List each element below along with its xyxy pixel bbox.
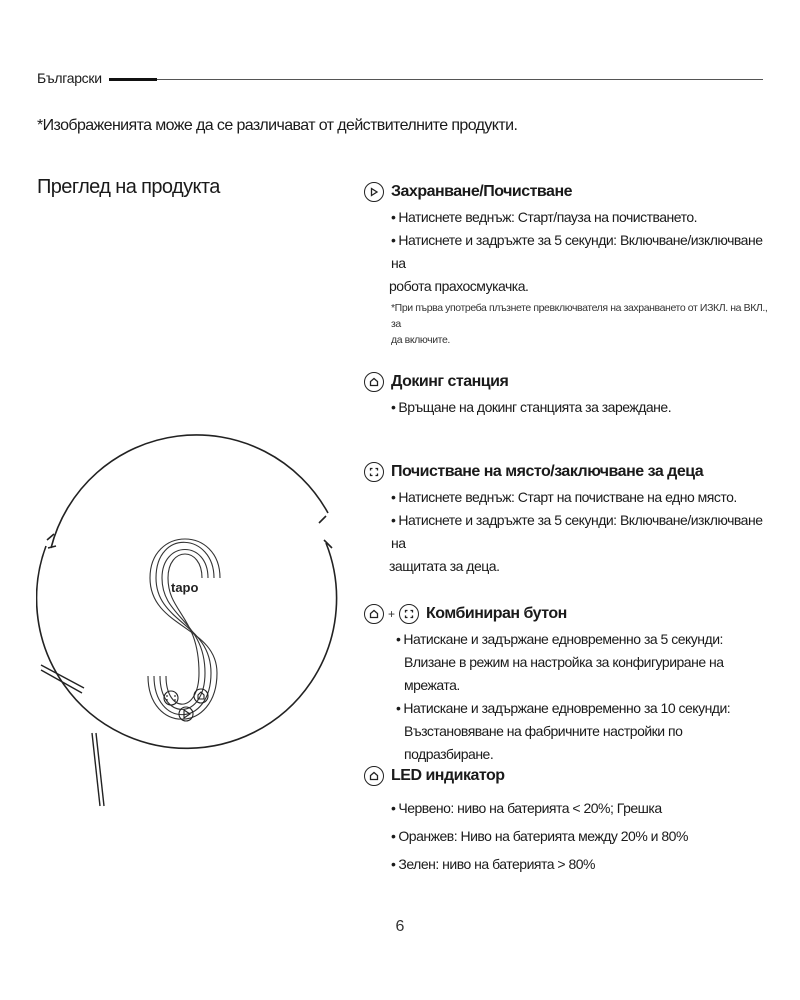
- s-light-ring: [148, 539, 220, 719]
- header-rule-accent: [109, 78, 157, 81]
- feature-docking: [364, 368, 774, 458]
- robot-top-outline: [51, 435, 328, 548]
- dock-button: [194, 689, 208, 703]
- bullet-item: • Натиснете и задръжте за 5 секунди: Включване/изключване на: [391, 232, 763, 271]
- home-icon: [364, 604, 384, 624]
- plus-sign: +: [388, 607, 396, 621]
- feature-title: Захранване/Почистване: [391, 183, 573, 200]
- spot-clean-icon: [399, 604, 419, 624]
- bullet-item: • Оранжев: Ниво на батерията между 20% и 80%: [391, 828, 688, 844]
- side-brush: [41, 665, 104, 806]
- robot-bottom-outline: [37, 543, 337, 748]
- feature-bullets: [391, 206, 774, 298]
- feature-led-indicator: [364, 762, 774, 878]
- bullet-item: • Зелен: ниво на батерията > 80%: [391, 856, 595, 872]
- feature-combo-button: [364, 600, 774, 760]
- features-list: [364, 178, 774, 878]
- bullet-continuation: защитата за деца.: [389, 558, 500, 574]
- home-icon: [364, 372, 384, 392]
- section-title: Преглед на продукта: [37, 176, 220, 198]
- feature-title: LED индикатор: [391, 767, 505, 784]
- language-label: Български: [37, 70, 102, 86]
- spot-clean-icon: [364, 462, 384, 482]
- bullet-item: • Натиснете веднъж: Старт/пауза на почистването.: [391, 209, 698, 225]
- feature-title: Комбиниран бутон: [426, 605, 567, 622]
- header-rule: [157, 79, 763, 80]
- bullet-continuation: Възстановяване на фабричните настройки по подразбиране.: [404, 723, 683, 762]
- bullet-item: • Натиснете и задръжте за 5 секунди: Включване/изключване на: [391, 512, 763, 551]
- page-number: 6: [395, 918, 405, 935]
- bullet-continuation: Влизане в режим на настройка за конфигуриране на мрежата.: [404, 654, 724, 693]
- image-disclaimer: *Изображенията може да се различават от действителните продукти.: [37, 117, 518, 134]
- play-icon: [364, 182, 384, 202]
- feature-title: Почистване на място/заключване за деца: [391, 463, 704, 480]
- bullet-item: • Връщане на докинг станцията за зареждане.: [391, 399, 672, 415]
- tapo-logo: tapo: [171, 580, 199, 595]
- home-icon: [364, 766, 384, 786]
- bullet-item: • Натискане и задържане едновременно за 5 секунди:: [396, 631, 723, 647]
- feature-bullets: [391, 396, 774, 419]
- feature-bullets: [396, 628, 774, 766]
- feature-power-clean: [364, 178, 774, 348]
- page-header: [37, 69, 763, 89]
- feature-bullets: [391, 486, 774, 578]
- bullet-item: • Натиснете веднъж: Старт на почистване на едно място.: [391, 489, 737, 505]
- bullet-continuation: робота прахосмукачка.: [389, 278, 529, 294]
- feature-spot-clean: [364, 458, 774, 588]
- feature-bullets: [391, 794, 774, 878]
- first-use-note: *При първа употреба плъзнете превключвателя на захранването от ИЗКЛ. на ВКЛ., за да включите.: [391, 302, 768, 346]
- robot-vacuum-illustration: [36, 278, 346, 818]
- bullet-item: • Натискане и задържане едновременно за 10 секунди:: [396, 700, 731, 716]
- feature-title: Докинг станция: [391, 373, 509, 390]
- bullet-item: • Червено: ниво на батерията < 20%; Грешка: [391, 800, 662, 816]
